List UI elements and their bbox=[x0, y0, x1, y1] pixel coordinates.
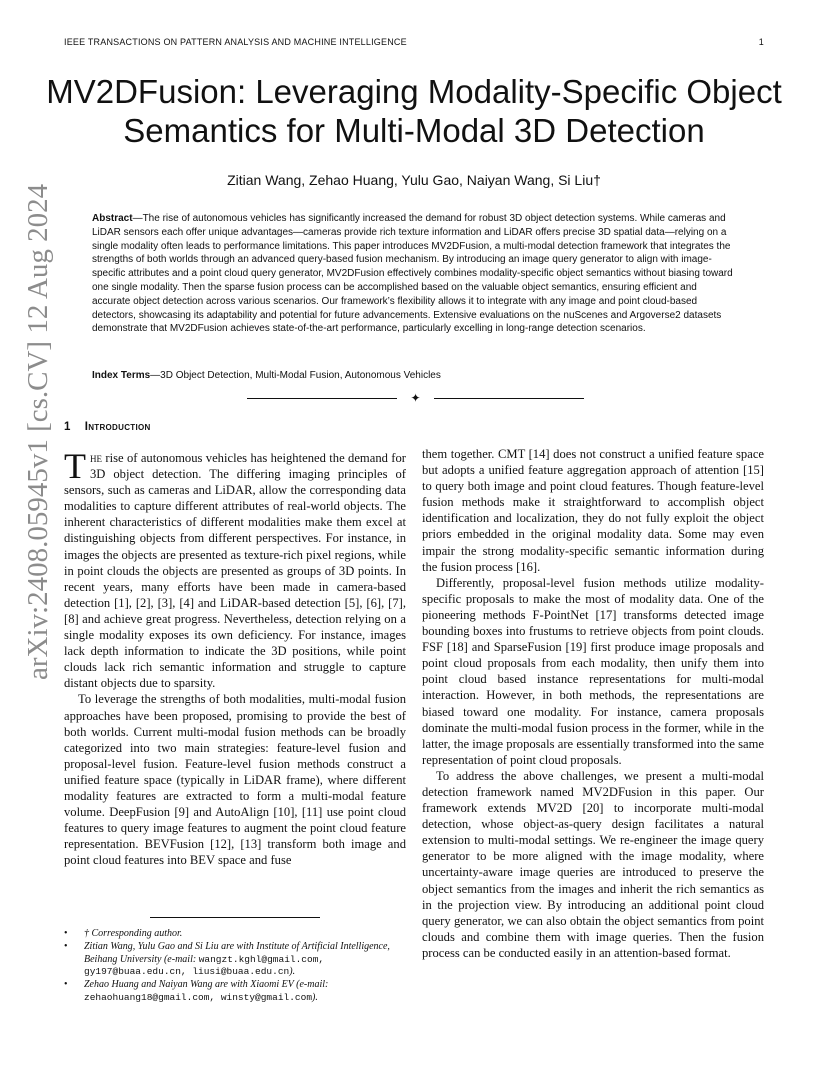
footnote-2-text: Zitian Wang, Yulu Gao and Si Liu are with Institute of Artificial Intelligence, Beihang University (e-mail: bbox=[84, 940, 390, 965]
intro-p1-text: rise of autonomous vehicles has heightened the demand for 3D object detection. The differing imaging principles of sensors, such as cameras and LiDAR, allow the corresponding data modalities to capture different attributes of real-world objects. The inherent characteristics of different modalities make them excel at distinguishing objects from different perspectives. For instance, in images the objects are presented as texture-rich pixel regions, while in point clouds the objects are presented as groups of 3D points. In recent years, many efforts have been made in camera-based detection [1], [2], [3], [4] and LiDAR-based detection [5], [6], [7], [8] and achieve great progress. Nevertheless, detection relying on a single modality exposes its own deficiency. For instance, images lack depth information to indicate the 3D positions, while point clouds lack rich semantic information and struggle to capture distant objects due to sparsity. bbox=[64, 451, 406, 691]
abstract-label: Abstract bbox=[92, 213, 133, 224]
running-header bbox=[64, 37, 764, 47]
intro-paragraph-3: them together. CMT [14] does not construct a unified feature space but adopts a unified feature aggregation approach of attention [15] to query both image and point cloud features. Though feature-level fusion methods make it straightforward to accomplish object identification and localization, they do not fully exploit the object priors embedded in the original modality data. Some may even impair the strong modality-specific semantic information during the fusion process [16]. bbox=[422, 447, 764, 574]
intro-paragraph-2: To leverage the strengths of both modalities, multi-modal fusion approaches have been proposed, promising to provide the best of both worlds. Current multi-modal fusion methods can be broadly categorized into two main strategies: feature-level fusion and proposal-level fusion. Feature-level fusion methods construct a unified feature space (typically in LiDAR frame), where different modality features are extracted to form a multi-modal feature volume. DeepFusion [9] and AutoAlign [10], [11] use point cloud features to query image features to augment the point cloud feature representation. BEVFusion [12], [13] transform both image and point cloud features into BEV space and fuse bbox=[64, 692, 406, 868]
index-terms-text: —3D Object Detection, Multi-Modal Fusion, Autonomous Vehicles bbox=[150, 370, 441, 381]
separator-line-right bbox=[434, 398, 584, 399]
footnote-3-emails[interactable]: zehaohuang18@gmail.com, winsty@gmail.com bbox=[84, 991, 313, 1003]
drop-cap: T bbox=[64, 446, 86, 486]
footnote-1-text: † Corresponding author. bbox=[84, 928, 183, 939]
footnote-rule bbox=[150, 917, 320, 918]
right-column bbox=[422, 446, 764, 961]
author-list: Zitian Wang, Zehao Huang, Yulu Gao, Naiyan Wang, Si Liu† bbox=[227, 172, 601, 188]
footnote-corresponding bbox=[64, 928, 406, 941]
bullet-icon: • bbox=[64, 928, 68, 939]
intro-paragraph-1 bbox=[64, 446, 406, 691]
left-column bbox=[64, 446, 406, 868]
section-number: 1 bbox=[64, 421, 71, 433]
section-heading bbox=[64, 421, 151, 433]
first-word-rest: he bbox=[90, 451, 102, 465]
section-separator bbox=[247, 391, 584, 405]
index-terms bbox=[92, 370, 735, 381]
bullet-icon: • bbox=[64, 979, 68, 991]
intro-paragraph-5: To address the above challenges, we present a multi-modal detection framework named MV2DFusion in this paper. Our framework extends MV2D [20] to incorporate multi-modal detection, whose object-as-query design facilitates a natural extension to multi-modal settings. We re-engineer the image query generator to be more aligned with the image modality, where uncertainty-aware image queries are introduced to preserve the object semantics from the images and inherit the rich semantics as in the projection view. By introducing an additional point cloud query generator, we can also obtain the object semantics from point clouds and combine them with image queries. Then the fusion process can be conducted easily in an attention-based format. bbox=[422, 768, 764, 960]
footnote-affiliation-1 bbox=[64, 941, 406, 979]
intro-paragraph-4: Differently, proposal-level fusion methods utilize modality-specific proposals to make the most of modality data. One of the pioneering methods F-PointNet [17] transforms detected image bounding boxes into frustums to retrieve objects from point clouds. FSF [18] and SparseFusion [19] first produce image proposals and point cloud proposals from each modality, then unify them into point cloud based instance representations for multi-modal interaction. However, in both methods, the representations are biased toward one modality. For instance, camera proposals dominate the multi-modal fusion process in the former, while in the latter, the image proposals are essentially transformed into the same representation of point cloud proposals. bbox=[422, 575, 764, 767]
index-terms-label: Index Terms bbox=[92, 370, 151, 381]
footnotes bbox=[64, 928, 406, 1005]
page-number: 1 bbox=[758, 37, 764, 47]
bullet-icon: • bbox=[64, 940, 68, 952]
arxiv-stamp: arXiv:2408.05945v1 [cs.CV] 12 Aug 2024 bbox=[22, 183, 54, 680]
footnote-3-text: Zehao Huang and Naiyan Wang are with Xiaomi EV (e-mail: bbox=[84, 979, 329, 991]
abstract bbox=[92, 212, 735, 336]
paper-title: MV2DFusion: Leveraging Modality-Specific Object Semantics for Multi-Modal 3D Detection bbox=[46, 73, 782, 149]
footnote-2-end: ). bbox=[289, 966, 296, 978]
separator-line-left bbox=[247, 398, 397, 399]
footnote-affiliation-2 bbox=[64, 979, 406, 1005]
journal-name: IEEE TRANSACTIONS ON PATTERN ANALYSIS AND MACHINE INTELLIGENCE bbox=[64, 37, 407, 47]
section-title: Introduction bbox=[84, 421, 151, 433]
diamond-icon: ✦ bbox=[410, 391, 421, 405]
abstract-text: —The rise of autonomous vehicles has significantly increased the demand for robust 3D object detection systems. While cameras and LiDAR sensors each offer unique advantages—cameras provide rich texture information and LiDAR offers precise 3D spatial data—relying on a single modality often leads to performance limitations. This paper introduces MV2DFusion, a multi-modal detection framework that integrates the strengths of both worlds through an advanced query-based fusion mechanism. By introducing an image query generator to align with image-specific attributes and a point cloud query generator, MV2DFusion effectively combines modality-specific object semantics without biasing toward one single modality. Then the sparse fusion process can be accomplished based on the valuable object semantics, ensuring efficient and accurate object detection across various scenarios. Our framework’s flexibility allows it to integrate with any image and point cloud-based detectors, showcasing its adaptability and potential for future advancements. Extensive evaluations on the nuScenes and Argoverse2 datasets demonstrate that MV2DFusion achieves state-of-the-art performance, particularly excelling in long-range detection scenarios. bbox=[92, 213, 733, 335]
footnote-3-end: ). bbox=[312, 991, 318, 1003]
footnote-2-emails[interactable]: wangzt.kghl@gmail.com, gy197@buaa.edu.cn, liusi@buaa.edu.cn bbox=[84, 953, 325, 978]
